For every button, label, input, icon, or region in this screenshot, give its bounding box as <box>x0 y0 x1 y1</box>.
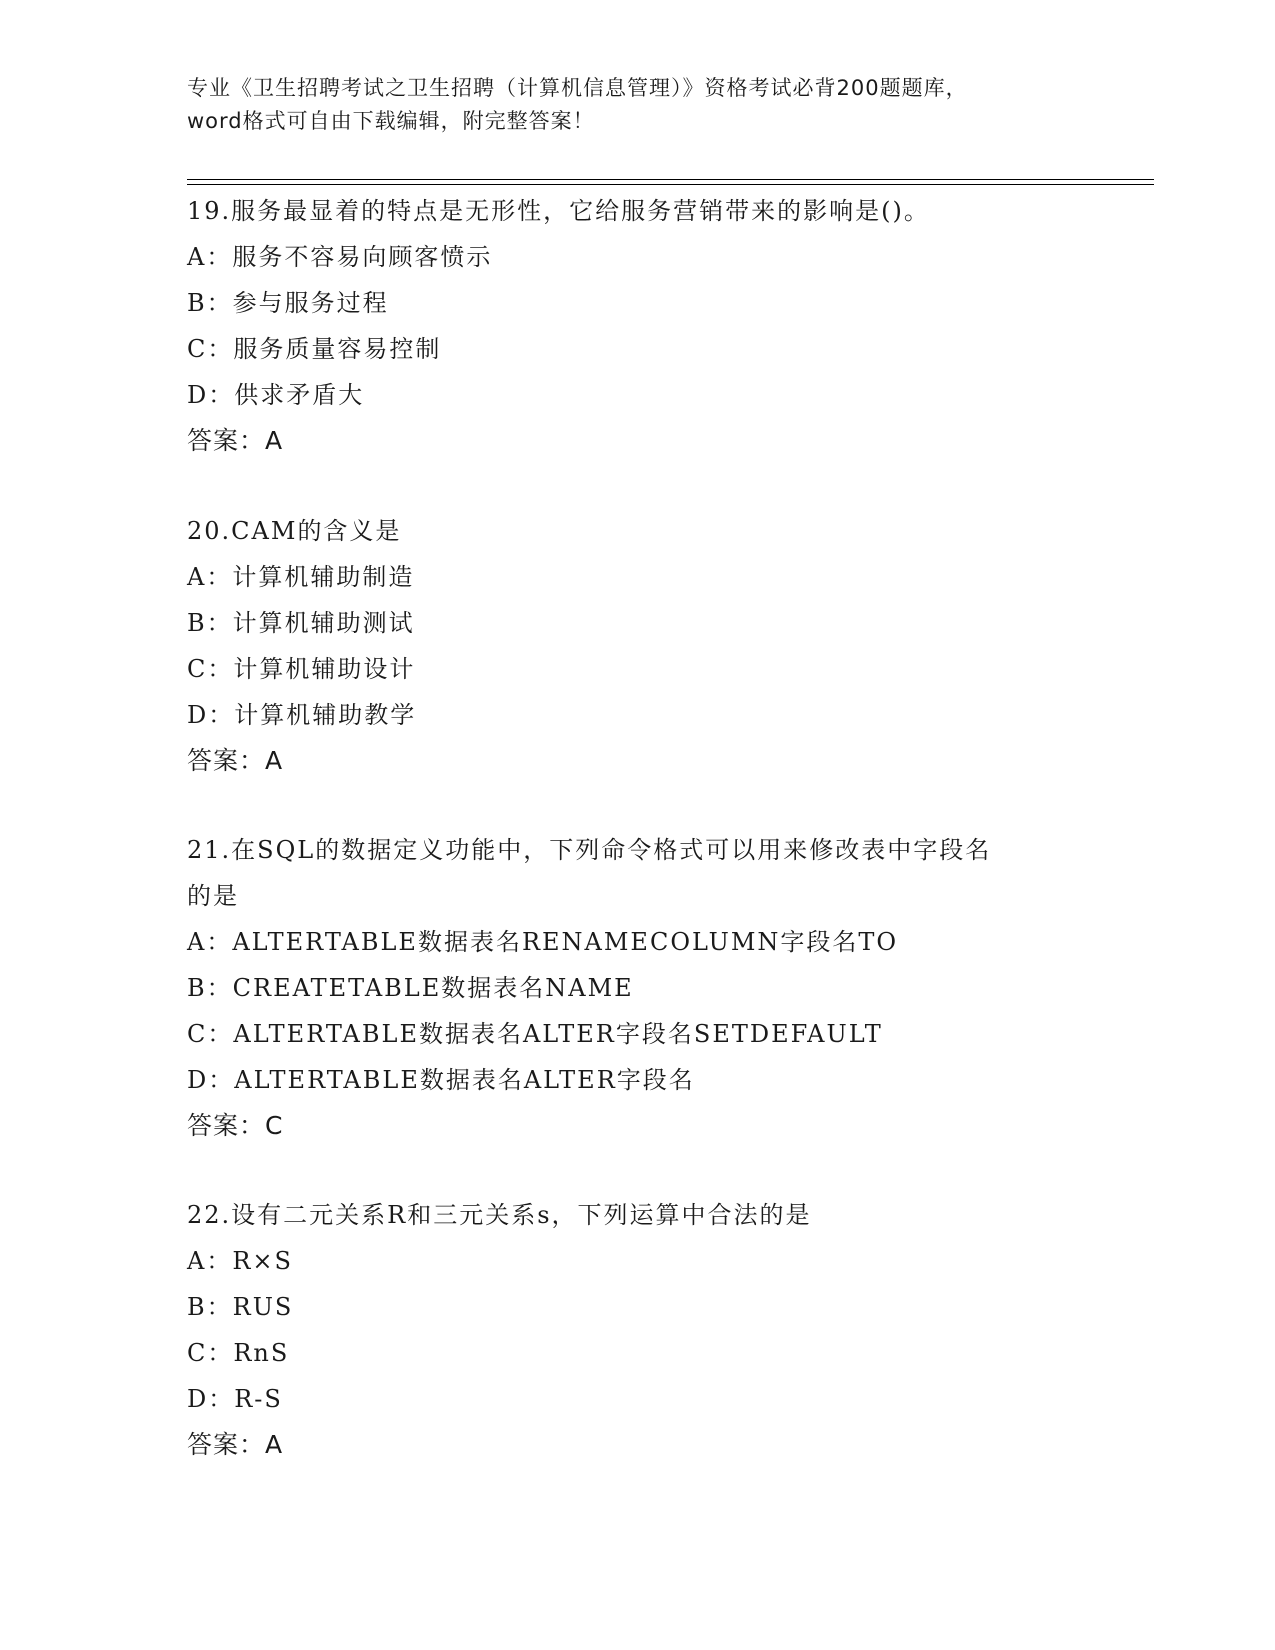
answer: 答案：A <box>187 1430 284 1459</box>
question-22 <box>187 1192 1087 1468</box>
question-stem: 20.CAM的含义是 <box>187 517 402 545</box>
option-d: D：供求矛盾大 <box>187 381 365 409</box>
option-a: A：服务不容易向顾客愤示 <box>187 243 493 271</box>
option-b: B：CREATETABLE数据表名NAME <box>187 974 634 1002</box>
question-20 <box>187 508 1087 784</box>
option-c: C：服务质量容易控制 <box>187 335 442 363</box>
option-b: B：参与服务过程 <box>187 289 389 317</box>
option-b: B：计算机辅助测试 <box>187 609 415 637</box>
question-stem-line-2: 的是 <box>187 882 239 910</box>
option-c: C：计算机辅助设计 <box>187 655 416 683</box>
question-stem: 19.服务最显着的特点是无形性，它给服务营销带来的影响是()。 <box>187 197 930 225</box>
option-b: B：RUS <box>187 1293 294 1321</box>
question-stem-line-1: 21.在SQL的数据定义功能中，下列命令格式可以用来修改表中字段名 <box>187 836 992 864</box>
option-c: C：RnS <box>187 1339 290 1367</box>
option-d: D：计算机辅助教学 <box>187 701 417 729</box>
option-c: C：ALTERTABLE数据表名ALTER字段名SETDEFAULT <box>187 1020 883 1048</box>
question-stem: 22.设有二元关系R和三元关系s，下列运算中合法的是 <box>187 1201 812 1229</box>
option-d: D：R-S <box>187 1385 283 1413</box>
header-divider-top <box>187 179 1154 180</box>
option-d: D：ALTERTABLE数据表名ALTER字段名 <box>187 1066 695 1094</box>
answer: 答案：C <box>187 1111 284 1140</box>
document-header <box>187 72 1087 138</box>
answer: 答案：A <box>187 426 284 455</box>
answer: 答案：A <box>187 746 284 775</box>
option-a: A：ALTERTABLE数据表名RENAMECOLUMN字段名TO <box>187 928 899 956</box>
question-21 <box>187 827 1087 1149</box>
option-a: A：R×S <box>187 1247 293 1275</box>
header-line-1: 专业《卫生招聘考试之卫生招聘（计算机信息管理）》资格考试必背200题题库， <box>187 76 968 100</box>
question-19 <box>187 188 1087 464</box>
header-divider-bottom <box>187 184 1154 185</box>
option-a: A：计算机辅助制造 <box>187 563 415 591</box>
header-line-2: word格式可自由下载编辑，附完整答案！ <box>187 109 595 133</box>
